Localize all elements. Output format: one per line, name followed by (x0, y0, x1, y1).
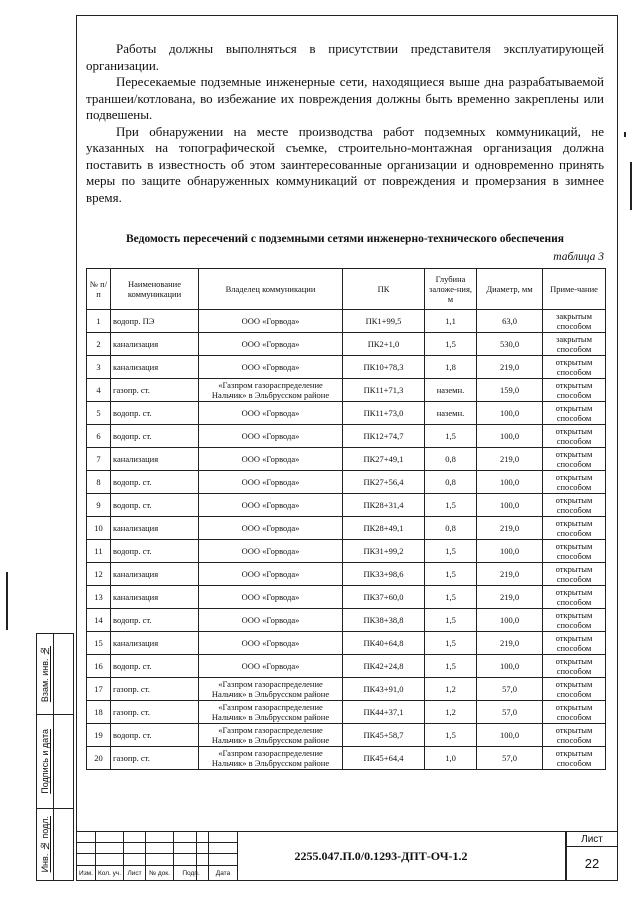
row-diameter: 100,0 (477, 494, 543, 517)
table-header-row (87, 269, 606, 310)
row-name: водопр. ст. (111, 471, 199, 494)
row-owner: ООО «Горвода» (199, 655, 343, 678)
row-owner: ООО «Горвода» (199, 586, 343, 609)
row-depth: наземн. (425, 379, 477, 402)
row-note: открытым способом (543, 632, 606, 655)
row-note: открытым способом (543, 471, 606, 494)
row-note: открытым способом (543, 448, 606, 471)
row-note: открытым способом (543, 517, 606, 540)
row-pk: ПК11+73,0 (343, 402, 425, 425)
row-note: открытым способом (543, 586, 606, 609)
header-owner: Владелец коммуникации (199, 269, 343, 310)
row-note: закрытым способом (543, 310, 606, 333)
paragraph-1: Работы должны выполняться в присутствии представителя эксплуатирующей организации. (86, 41, 604, 73)
row-num: 16 (87, 655, 111, 678)
side-cell-label-1 (36, 633, 54, 715)
table-row (87, 471, 606, 494)
row-name: газопр. ст. (111, 747, 199, 770)
stamp-col-count: Кол. уч. (95, 865, 124, 881)
sheet-label: Лист (566, 831, 618, 847)
header-note: Приме-чание (543, 269, 606, 310)
row-diameter: 219,0 (477, 586, 543, 609)
row-depth: 1,5 (425, 540, 477, 563)
row-name: газопр. ст. (111, 701, 199, 724)
row-num: 8 (87, 471, 111, 494)
side-label-replace: Взам. инв. № (40, 645, 50, 703)
row-owner: ООО «Горвода» (199, 517, 343, 540)
row-pk: ПК11+71,3 (343, 379, 425, 402)
side-stamp (36, 633, 74, 881)
row-pk: ПК33+98,6 (343, 563, 425, 586)
row-depth: 1,5 (425, 586, 477, 609)
row-pk: ПК2+1,0 (343, 333, 425, 356)
header-pk: ПК (343, 269, 425, 310)
row-depth: 1,2 (425, 701, 477, 724)
row-pk: ПК45+64,4 (343, 747, 425, 770)
sheet-number: 22 (566, 846, 618, 881)
row-name: канализация (111, 632, 199, 655)
paragraph-2: Пересекаемые подземные инженерные сети, находящиеся выше дна разрабатываемой траншеи/котлована, во избежание их повреждения должны быть временно закреплены или подвешены. (86, 74, 604, 122)
header-name: Наименование коммуникации (111, 269, 199, 310)
row-name: водопр. ст. (111, 425, 199, 448)
row-diameter: 219,0 (477, 517, 543, 540)
row-diameter: 530,0 (477, 333, 543, 356)
row-pk: ПК27+56,4 (343, 471, 425, 494)
row-pk: ПК43+91,0 (343, 678, 425, 701)
row-depth: 1,2 (425, 678, 477, 701)
row-owner: «Газпром газораспределение Нальчик» в Эльбрусском районе (199, 747, 343, 770)
paragraph-3: При обнаружении на месте производства работ подземных коммуникаций, не указанных на топографической съемке, строительно-монтажная организация должна поставить в известность об этом заинтересованные организации и одновременно принять меры по защите обнаруженных коммуникаций от повреждения и промерзания в зимнее время. (86, 123, 604, 205)
binding-mark (6, 572, 8, 630)
stamp-col-sign: Подп. (173, 865, 209, 881)
side-cell-value-2 (53, 714, 74, 809)
table-number: таблица 3 (553, 251, 604, 263)
row-num: 17 (87, 678, 111, 701)
document-code: 2255.047.П.0/0.1293-ДПТ-ОЧ-1.2 (196, 831, 566, 881)
row-name: водопр. ст. (111, 402, 199, 425)
row-depth: 1,5 (425, 632, 477, 655)
row-name: водопр. ПЭ (111, 310, 199, 333)
row-diameter: 100,0 (477, 402, 543, 425)
row-num: 1 (87, 310, 111, 333)
row-num: 19 (87, 724, 111, 747)
table-row (87, 310, 606, 333)
row-num: 18 (87, 701, 111, 724)
row-num: 7 (87, 448, 111, 471)
row-depth: 0,8 (425, 448, 477, 471)
row-pk: ПК28+31,4 (343, 494, 425, 517)
row-pk: ПК1+99,5 (343, 310, 425, 333)
body-text (86, 41, 604, 206)
row-pk: ПК27+49,1 (343, 448, 425, 471)
row-diameter: 219,0 (477, 563, 543, 586)
stamp-col-doc: № док. (145, 865, 174, 881)
table-row (87, 563, 606, 586)
row-name: канализация (111, 333, 199, 356)
row-name: водопр. ст. (111, 609, 199, 632)
row-num: 14 (87, 609, 111, 632)
table-row (87, 494, 606, 517)
row-num: 5 (87, 402, 111, 425)
row-pk: ПК37+60,0 (343, 586, 425, 609)
table-row (87, 379, 606, 402)
row-num: 13 (87, 586, 111, 609)
row-owner: «Газпром газораспределение Нальчик» в Эльбрусском районе (199, 724, 343, 747)
table-row (87, 517, 606, 540)
side-cell-value-3 (53, 808, 74, 881)
row-note: открытым способом (543, 678, 606, 701)
row-name: газопр. ст. (111, 379, 199, 402)
row-name: канализация (111, 563, 199, 586)
row-diameter: 100,0 (477, 540, 543, 563)
row-depth: 1,5 (425, 655, 477, 678)
row-diameter: 219,0 (477, 356, 543, 379)
row-diameter: 100,0 (477, 724, 543, 747)
row-owner: ООО «Горвода» (199, 609, 343, 632)
stamp-col-sheet: Лист (123, 865, 146, 881)
side-cell-label-2 (36, 714, 54, 809)
row-num: 6 (87, 425, 111, 448)
row-depth: наземн. (425, 402, 477, 425)
row-pk: ПК10+78,3 (343, 356, 425, 379)
row-depth: 1,5 (425, 425, 477, 448)
row-note: открытым способом (543, 425, 606, 448)
table-row (87, 540, 606, 563)
row-name: канализация (111, 586, 199, 609)
row-diameter: 100,0 (477, 471, 543, 494)
row-name: канализация (111, 356, 199, 379)
row-diameter: 100,0 (477, 655, 543, 678)
row-note: закрытым способом (543, 333, 606, 356)
row-note: открытым способом (543, 379, 606, 402)
table-title: Ведомость пересечений с подземными сетями инженерно-технического обеспечения (126, 233, 564, 245)
row-owner: ООО «Горвода» (199, 448, 343, 471)
row-note: открытым способом (543, 655, 606, 678)
row-note: открытым способом (543, 540, 606, 563)
row-depth: 1,0 (425, 747, 477, 770)
table-row (87, 356, 606, 379)
side-label-inventory: Инв. № подл. (40, 816, 50, 873)
table-row (87, 448, 606, 471)
table-row (87, 747, 606, 770)
row-num: 3 (87, 356, 111, 379)
table-row (87, 701, 606, 724)
row-num: 2 (87, 333, 111, 356)
header-depth: Глубина заложе-ния, м (425, 269, 477, 310)
row-owner: ООО «Горвода» (199, 563, 343, 586)
row-pk: ПК44+37,1 (343, 701, 425, 724)
stamp-col-change: Изм. (76, 865, 96, 881)
row-depth: 1,5 (425, 724, 477, 747)
row-diameter: 57,0 (477, 701, 543, 724)
side-cell-value-1 (53, 633, 74, 715)
table-row (87, 425, 606, 448)
row-num: 15 (87, 632, 111, 655)
row-owner: ООО «Горвода» (199, 425, 343, 448)
table-row (87, 655, 606, 678)
row-owner: «Газпром газораспределение Нальчик» в Эльбрусском районе (199, 379, 343, 402)
row-pk: ПК12+74,7 (343, 425, 425, 448)
row-owner: «Газпром газораспределение Нальчик» в Эльбрусском районе (199, 678, 343, 701)
row-name: водопр. ст. (111, 494, 199, 517)
row-num: 12 (87, 563, 111, 586)
table-row (87, 632, 606, 655)
row-name: канализация (111, 448, 199, 471)
row-diameter: 219,0 (477, 632, 543, 655)
row-depth: 1,5 (425, 333, 477, 356)
row-note: открытым способом (543, 609, 606, 632)
row-owner: ООО «Горвода» (199, 356, 343, 379)
table-row (87, 678, 606, 701)
row-owner: ООО «Горвода» (199, 471, 343, 494)
row-pk: ПК42+24,8 (343, 655, 425, 678)
row-depth: 1,1 (425, 310, 477, 333)
row-owner: «Газпром газораспределение Нальчик» в Эльбрусском районе (199, 701, 343, 724)
row-depth: 1,5 (425, 494, 477, 517)
row-note: открытым способом (543, 494, 606, 517)
row-note: открытым способом (543, 563, 606, 586)
table-row (87, 402, 606, 425)
row-diameter: 100,0 (477, 425, 543, 448)
row-diameter: 219,0 (477, 448, 543, 471)
row-owner: ООО «Горвода» (199, 402, 343, 425)
row-pk: ПК31+99,2 (343, 540, 425, 563)
row-num: 20 (87, 747, 111, 770)
row-name: водопр. ст. (111, 540, 199, 563)
row-diameter: 159,0 (477, 379, 543, 402)
row-diameter: 63,0 (477, 310, 543, 333)
header-num: № п/п (87, 269, 111, 310)
row-note: открытым способом (543, 701, 606, 724)
side-label-signature: Подпись и дата (40, 729, 50, 794)
row-note: открытым способом (543, 402, 606, 425)
row-name: водопр. ст. (111, 655, 199, 678)
row-depth: 1,5 (425, 563, 477, 586)
table-row (87, 724, 606, 747)
table-body (87, 310, 606, 770)
row-note: открытым способом (543, 724, 606, 747)
row-diameter: 57,0 (477, 747, 543, 770)
table-row (87, 609, 606, 632)
crossings-table (86, 268, 606, 770)
row-diameter: 57,0 (477, 678, 543, 701)
row-num: 4 (87, 379, 111, 402)
header-diameter: Диаметр, мм (477, 269, 543, 310)
edge-mark-right (630, 162, 632, 210)
row-depth: 1,8 (425, 356, 477, 379)
row-depth: 0,8 (425, 471, 477, 494)
row-note: открытым способом (543, 747, 606, 770)
row-owner: ООО «Горвода» (199, 333, 343, 356)
row-num: 11 (87, 540, 111, 563)
row-name: водопр. ст. (111, 724, 199, 747)
row-owner: ООО «Горвода» (199, 540, 343, 563)
row-pk: ПК28+49,1 (343, 517, 425, 540)
row-owner: ООО «Горвода» (199, 632, 343, 655)
row-pk: ПК38+38,8 (343, 609, 425, 632)
row-note: открытым способом (543, 356, 606, 379)
row-depth: 1,5 (425, 609, 477, 632)
row-num: 10 (87, 517, 111, 540)
row-name: канализация (111, 517, 199, 540)
table-row (87, 333, 606, 356)
row-owner: ООО «Горвода» (199, 310, 343, 333)
row-depth: 0,8 (425, 517, 477, 540)
row-diameter: 100,0 (477, 609, 543, 632)
row-owner: ООО «Горвода» (199, 494, 343, 517)
row-num: 9 (87, 494, 111, 517)
row-pk: ПК40+64,8 (343, 632, 425, 655)
row-name: газопр. ст. (111, 678, 199, 701)
edge-tick (624, 132, 626, 137)
stamp-col-date: Дата (208, 865, 238, 881)
side-cell-label-3 (36, 808, 54, 881)
table-row (87, 586, 606, 609)
row-pk: ПК45+58,7 (343, 724, 425, 747)
